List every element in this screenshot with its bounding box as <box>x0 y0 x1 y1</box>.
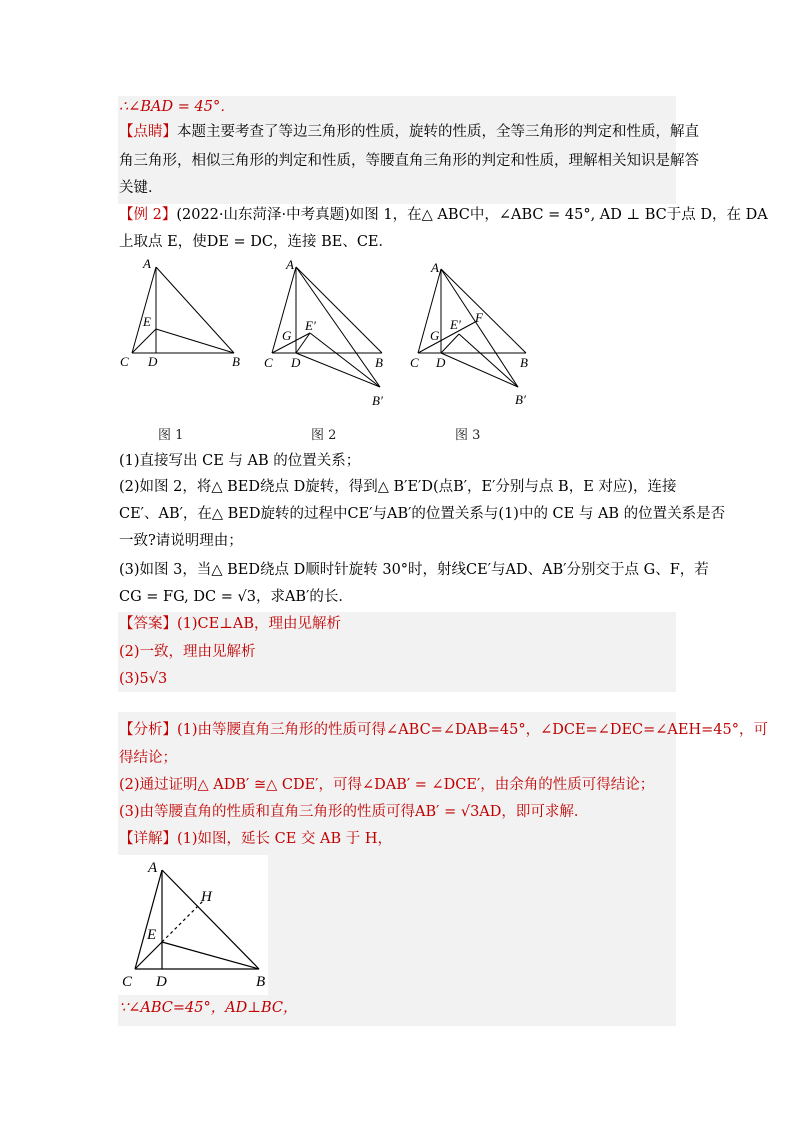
seg-EB <box>162 942 259 969</box>
seg-AB <box>162 870 259 969</box>
question-3-line-1: (3)如图 3，当△ BED绕点 D顺时针旋转 30°时，射线CE′与AD、AB′分别交于点 G、F，若 <box>119 562 709 578</box>
label-D: D <box>148 354 158 369</box>
label-B: B <box>375 355 383 370</box>
example-line-2: 上取点 E，使DE = DC，连接 BE、CE． <box>119 234 394 250</box>
question-2-line-2: CE′、AB′，在△ BED旋转的过程中CE′与AB′的位置关系与(1)中的 CE 与 AB 的位置关系是否 <box>119 506 726 522</box>
fig2-caption: 图 2 <box>311 428 337 443</box>
label-B-prime: B′ <box>372 393 383 408</box>
seg-AB <box>441 269 526 353</box>
analysis-line-4: (3)由等腰直角的性质和直角三角形的性质可得AB′ = √3AD，即可求解． <box>119 804 589 820</box>
label-C: C <box>120 354 129 369</box>
example-line-1 <box>119 205 768 225</box>
label-A: A <box>286 257 294 272</box>
seg-D-E-prime <box>441 334 459 353</box>
figure-1 <box>115 255 250 370</box>
dianjing-text-1: 本题主要考查了等边三角形的性质，旋转的性质，全等三角形的判定和性质，解直 <box>177 124 699 140</box>
seg-AC <box>135 870 162 969</box>
seg-AB <box>296 267 382 353</box>
answer-line-3: (3)5√3 <box>119 671 168 687</box>
dianjing-line-2: 角三角形，相似三角形的判定和性质，等腰直角三角形的判定和性质，理解相关知识是解答 <box>119 153 699 169</box>
question-3-line-2: CG = FG, DC = √3，求AB′的长． <box>119 589 353 605</box>
answer-line-2: (2)一致，理由见解析 <box>119 644 256 660</box>
label-E-prime: E′ <box>450 317 461 332</box>
question-2-line-3: 一致?请说明理由； <box>119 533 243 549</box>
dianjing-label: 【点睛】 <box>119 124 177 140</box>
example-label: 【例 2】 <box>119 207 177 223</box>
analysis-line-2: 得结论； <box>119 750 177 766</box>
analysis-text-1: (1)由等腰直角三角形的性质可得∠ABC=∠DAB=45°，∠DCE=∠DEC=∠AEH=45°，可 <box>177 722 768 738</box>
answer-text-1: (1)CE⊥AB，理由见解析 <box>177 616 341 632</box>
answer-line-1 <box>119 614 341 634</box>
label-D: D <box>156 974 167 990</box>
detail-line-2: ∵∠ABC=45°，AD⊥BC， <box>119 1000 298 1016</box>
figure-3 <box>405 255 540 410</box>
label-B: B <box>256 974 266 990</box>
conclusion-line: ∴∠BAD = 45°． <box>119 99 235 115</box>
dianjing-line-3: 关键． <box>119 180 163 196</box>
seg-D-E-prime <box>296 333 310 353</box>
figure-2 <box>260 255 395 410</box>
label-F: F <box>475 310 483 325</box>
seg-AB <box>156 267 234 353</box>
question-1: (1)直接写出 CE 与 AB 的位置关系； <box>119 453 361 469</box>
label-A: A <box>143 256 151 271</box>
label-E-prime: E′ <box>305 318 316 333</box>
label-B: B <box>520 355 528 370</box>
analysis-line-3: (2)通过证明△ ADB′ ≅△ CDE′，可得∠DAB′ = ∠DCE′，由余角的性质可得结论； <box>119 777 655 793</box>
label-E: E <box>143 314 151 329</box>
detail-figure <box>118 855 268 995</box>
seg-EB <box>156 329 234 353</box>
label-E: E <box>147 927 157 943</box>
label-H: H <box>201 889 212 905</box>
fig3-caption: 图 3 <box>455 428 481 443</box>
answer-label: 【答案】 <box>119 616 177 632</box>
label-D: D <box>291 355 301 370</box>
question-2-line-1: (2)如图 2，将△ BED绕点 D旋转，得到△ B′E′D(点B′，E′分别与点 B，E 对应)，连接 <box>119 479 677 495</box>
seg-AC <box>132 267 156 353</box>
example-text-1: (2022·山东菏泽·中考真题)如图 1，在△ ABC中，∠ABC = 45°, AD ⊥ BC于点 D，在 DA <box>176 207 768 223</box>
seg-EH-dashed <box>162 901 203 942</box>
label-C: C <box>410 355 419 370</box>
label-C: C <box>122 974 133 990</box>
label-C: C <box>264 355 273 370</box>
label-G: G <box>282 328 292 343</box>
label-G: G <box>430 328 440 343</box>
ray-C-F <box>418 321 477 353</box>
analysis-label: 【分析】 <box>119 722 177 738</box>
label-B-prime: B′ <box>515 392 526 407</box>
detail-label: 【详解】 <box>119 831 177 847</box>
dianjing-line-1 <box>119 122 699 142</box>
fig1-caption: 图 1 <box>158 428 184 443</box>
detail-text-1: (1)如图，延长 CE 交 AB 于 H， <box>177 831 393 847</box>
seg-D-B-prime <box>296 353 380 387</box>
label-A: A <box>431 260 439 275</box>
detail-line-1 <box>119 829 392 849</box>
label-A: A <box>148 860 158 876</box>
label-B: B <box>232 354 240 369</box>
analysis-line-1 <box>119 720 768 740</box>
label-D: D <box>436 355 446 370</box>
